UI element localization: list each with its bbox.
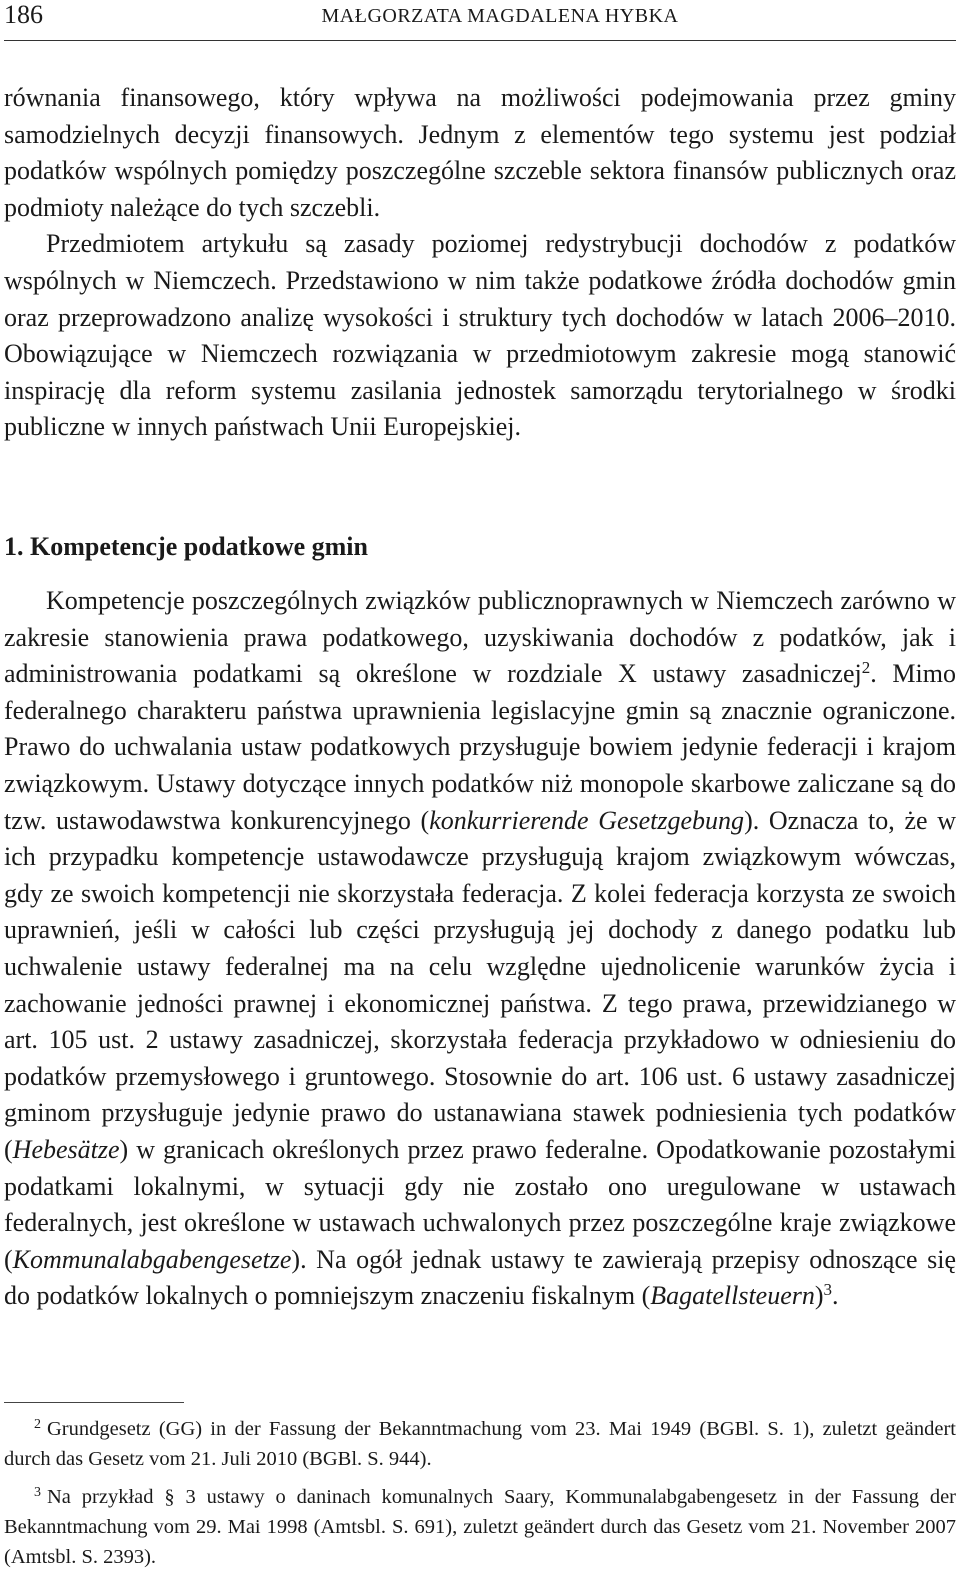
footnote-2 bbox=[4, 1410, 956, 1474]
intro-text bbox=[4, 80, 956, 446]
running-title: MAŁGORZATA MAGDALENA HYBKA bbox=[321, 5, 679, 27]
text-run: ). Na ogół jednak ustawy te zawierają przepisy odnoszące się do podatków lokalnych o pomniejszym znaczeniu fiskalnym ( bbox=[4, 1244, 956, 1311]
page-number: 186 bbox=[4, 0, 43, 29]
footnote-rule bbox=[4, 1402, 184, 1403]
footnote-ref-2[interactable]: 2 bbox=[861, 658, 871, 678]
header-rule bbox=[4, 40, 956, 41]
italic-term: konkurrierende Gesetzgebung bbox=[429, 805, 745, 835]
italic-term: Hebesätze bbox=[12, 1134, 120, 1164]
paragraph-3 bbox=[4, 583, 956, 1315]
text-run: ). Oznacza to, że w ich przypadku kompetencje ustawodawcze przysługują krajom związkowym wówczas, gdy ze swoich kompetencji nie skorzystała federacja. Z kolei federacja korzysta ze swoich uprawnień, jeśli w całości lub części przysługują jej dochody z danego podatku lub uchwalenie ustawy federalnej ma na celu względne ujednolicenie warunków życia i zachowanie jedności prawnej i ekonomicznej państwa. Z tego prawa, przewidzianego w art. 105 ust. 2 ustawy zasadniczej, skorzystała federacja przykładowo w odniesieniu do podatków przemysłowego i gruntowego. Stosownie do art. 106 ust. 6 ustawy zasadniczej gminom przysługuje jedynie prawo do ustanawiana stawek podniesienia tych podatków ( bbox=[4, 805, 957, 1164]
italic-term: Kommunalabgabengesetze bbox=[12, 1244, 292, 1274]
page-header bbox=[4, 0, 956, 32]
section-text bbox=[4, 583, 956, 1315]
paragraph-1: równania finansowego, który wpływa na możliwości podejmowania przez gminy samodzielnych decyzji finansowych. Jednym z elementów tego systemu jest podział podatków wspólnych pomiędzy poszczególne szczeble sektora finansów publicznych oraz podmioty należące do tych szczebli. bbox=[4, 83, 956, 222]
text-run: . Mimo federalnego charakteru państwa uprawnienia legislacyjne gmin są znacznie ograniczone. Prawo do uchwalania ustaw podatkowych przysługuje bowiem jedynie federacji i krajom związkowym. Ustawy dotyczące innych podatków niż monopole skarbowe zaliczane są do tzw. ustawodawstwa konkurencyjnego ( bbox=[4, 659, 956, 835]
footnote-text: Na przykład § 3 ustawy o daninach komunalnych Saary, Kommunalabgabengesetz in der Fassung der Bekanntmachung vom 29. Mai 1998 (Amtsbl. S. 691), zuletzt geändert durch das Gesetz vom 21. November 2007 (Amtsbl. S. 2393). bbox=[4, 1486, 956, 1568]
text-run: ) bbox=[814, 1281, 824, 1311]
footnote-ref-3[interactable]: 3 bbox=[823, 1280, 833, 1300]
section-heading: 1. Kompetencje podatkowe gmin bbox=[4, 532, 368, 561]
footnote-3 bbox=[4, 1478, 956, 1572]
text-run: . bbox=[832, 1281, 839, 1311]
footnote-mark: 2 bbox=[34, 1417, 41, 1432]
paragraph-2: Przedmiotem artykułu są zasady poziomej redystrybucji dochodów z podatków wspólnych w Niemczech. Przedstawiono w nim także podatkowe źródła dochodów gmin oraz przeprowadzono analizę wysokości i struktury tych dochodów w latach 2006–2010. Obowiązujące w Niemczech rozwiązania w przedmiotowym zakresie mogą stanowić inspirację dla reform systemu zasilania jednostek samorządu terytorialnego w środki publiczne w innych państwach Unii Europejskiej. bbox=[4, 229, 956, 442]
text-run: ) w granicach określonych przez prawo federalne. Opodatkowanie pozostałymi podatkami lokalnymi, w sytuacji gdy nie zostało ono uregulowane w ustawach federalnych, jest określone w ustawach uchwalonych przez poszczególne kraje związkowe ( bbox=[4, 1134, 956, 1274]
text-run: Kompetencje poszczególnych związków publicznoprawnych w Niemczech zarówno w zakresie stanowienia prawa podatkowego, uzyskiwania dochodów z podatków, jak i administrowania podatkami są określone w rozdziale X ustawy zasadniczej bbox=[4, 586, 956, 689]
footnote-mark: 3 bbox=[34, 1485, 41, 1500]
italic-term: Bagatellsteuern bbox=[650, 1281, 815, 1311]
footnote-text: Grundgesetz (GG) in der Fassung der Bekanntmachung vom 23. Mai 1949 (BGBl. S. 1), zuletzt geändert durch das Gesetz vom 21. Juli 2010 (BGBl. S. 944). bbox=[4, 1418, 956, 1470]
footnotes bbox=[4, 1410, 956, 1576]
